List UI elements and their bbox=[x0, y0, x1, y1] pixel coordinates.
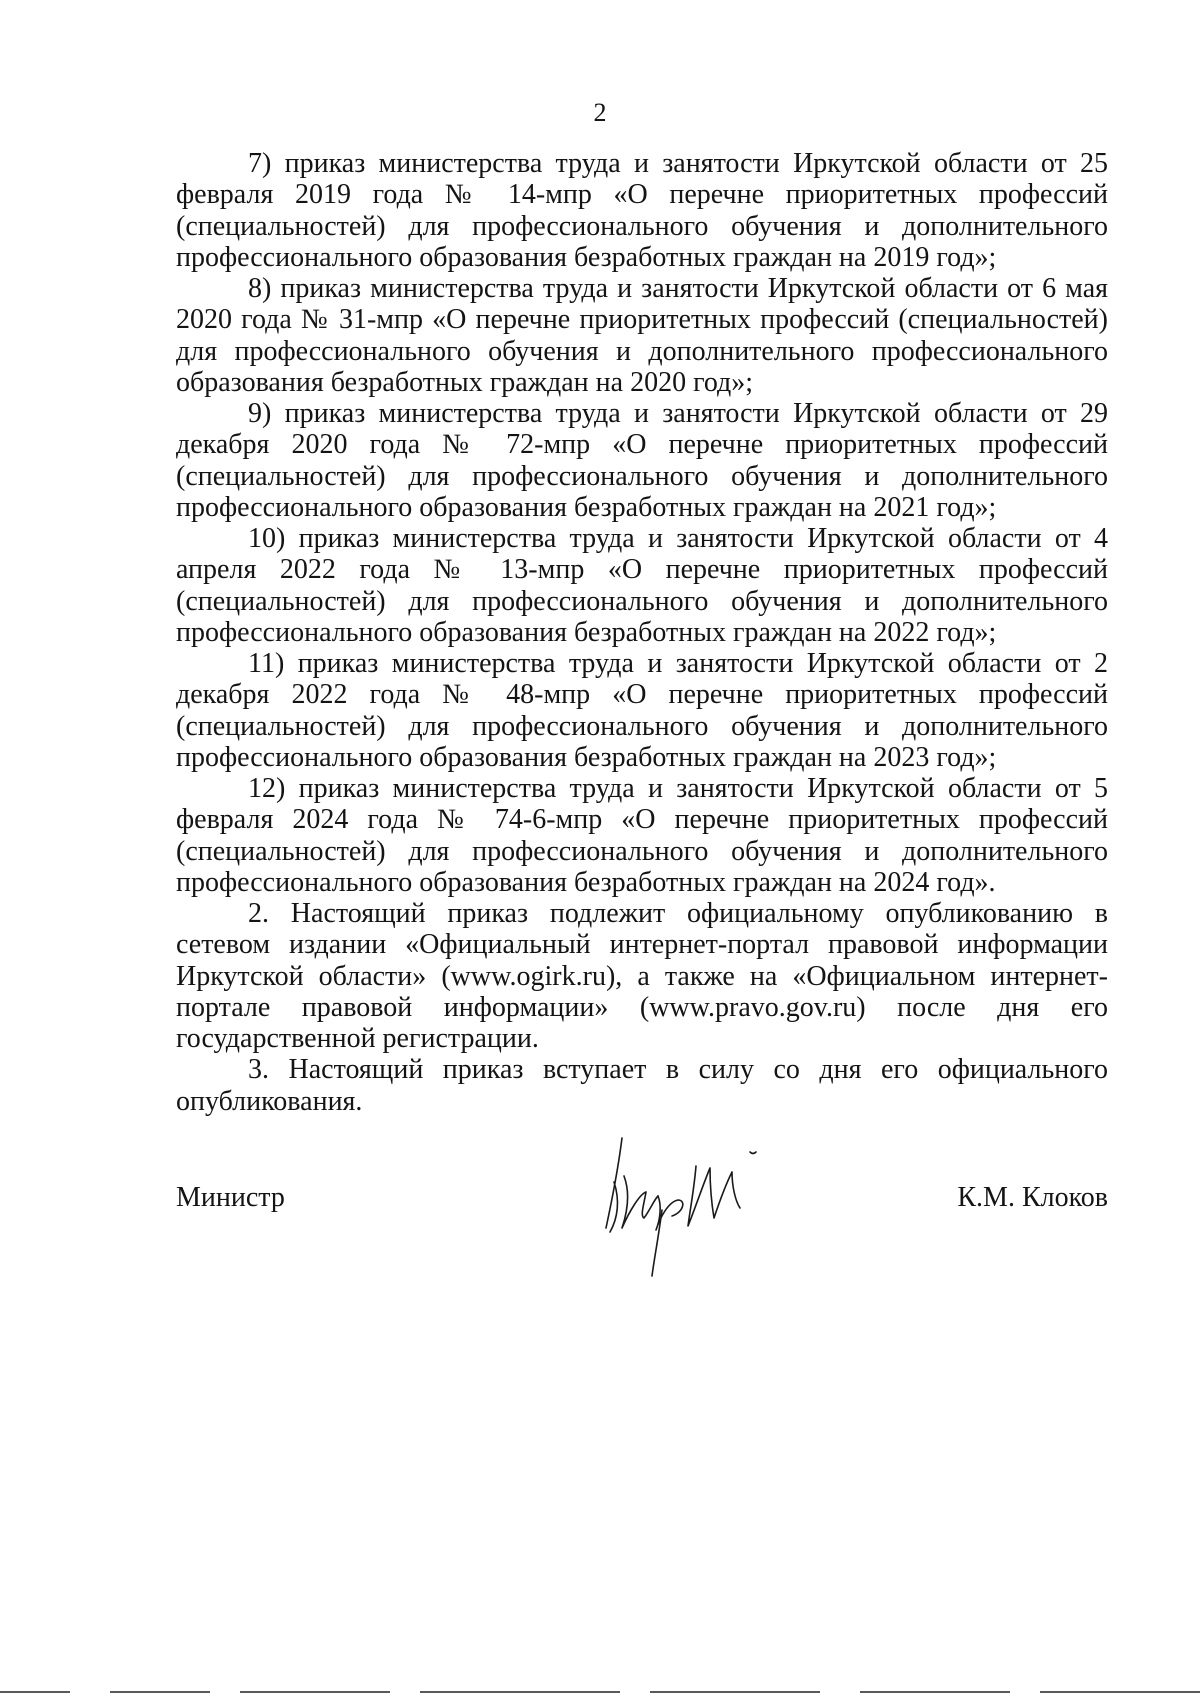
paragraph-item-7: 7) приказ министерства труда и занятости Иркутской области от 25 февраля 2019 года № 14-мпр «О перечне приоритетных профессий (специальностей) для профессионального обучения и дополнительного профессионального образования безработных граждан на 2019 год»; bbox=[176, 148, 1108, 273]
paragraph-item-8: 8) приказ министерства труда и занятости Иркутской области от 6 мая 2020 года № 31-мпр «О перечне приоритетных профессий (специальностей) для профессионального обучения и дополнительного профессионального образования безработных граждан на 2020 год»; bbox=[176, 273, 1108, 398]
handwritten-signature bbox=[600, 1130, 780, 1280]
paragraph-item-10: 10) приказ министерства труда и занятости Иркутской области от 4 апреля 2022 года № 13-мпр «О перечне приоритетных профессий (специальностей) для профессионального обучения и дополнительного профессионального образования безработных граждан на 2022 год»; bbox=[176, 523, 1108, 648]
paragraph-item-9: 9) приказ министерства труда и занятости Иркутской области от 29 декабря 2020 года № 72-мпр «О перечне приоритетных профессий (специальностей) для профессионального обучения и дополнительного профессионального образования безработных граждан на 2021 год»; bbox=[176, 398, 1108, 523]
paragraph-entry-into-force: 3. Настоящий приказ вступает в силу со дня его официального опубликования. bbox=[176, 1054, 1108, 1117]
body-text bbox=[176, 148, 1108, 1117]
paragraph-publication: 2. Настоящий приказ подлежит официальному опубликованию в сетевом издании «Официальный интернет-портал правовой информации Иркутской области» (www.ogirk.ru), а также на «Официальном интернет-портале правовой информации» (www.pravo.gov.ru) после дня его государственной регистрации. bbox=[176, 898, 1108, 1054]
page-number: 2 bbox=[593, 98, 607, 127]
scan-bottom-rule bbox=[0, 1680, 1200, 1682]
paragraph-item-12: 12) приказ министерства труда и занятости Иркутской области от 5 февраля 2024 года № 74-6-мпр «О перечне приоритетных профессий (специальностей) для профессионального обучения и дополнительного профессионального образования безработных граждан на 2024 год». bbox=[176, 773, 1108, 898]
minister-name: К.М. Клоков bbox=[957, 1182, 1108, 1213]
paragraph-item-11: 11) приказ министерства труда и занятости Иркутской области от 2 декабря 2022 года № 48-мпр «О перечне приоритетных профессий (специальностей) для профессионального обучения и дополнительного профессионального образования безработных граждан на 2023 год»; bbox=[176, 648, 1108, 773]
minister-title: Министр bbox=[176, 1182, 285, 1213]
